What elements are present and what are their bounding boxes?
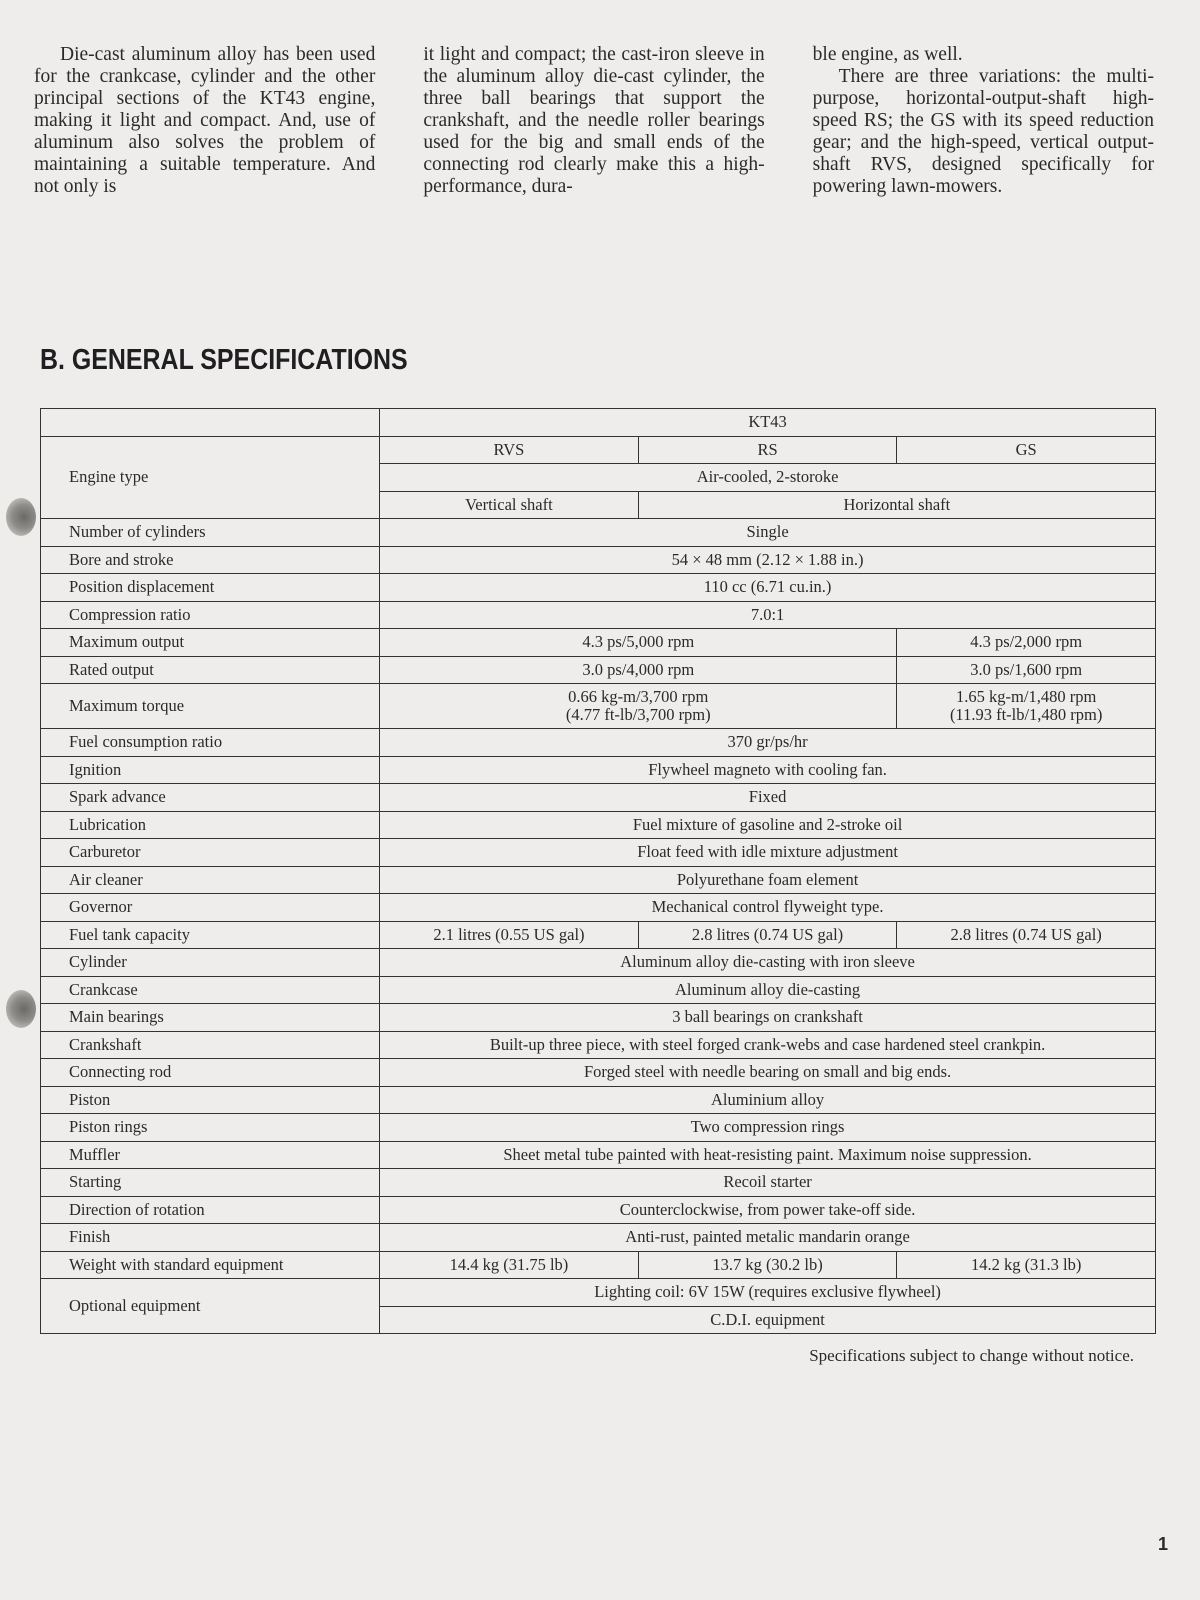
table-row xyxy=(41,519,1156,547)
row-label: Rated output xyxy=(41,656,380,684)
row-value-gs: 3.0 ps/1,600 rpm xyxy=(897,656,1156,684)
table-row xyxy=(41,1141,1156,1169)
table-row xyxy=(41,839,1156,867)
torque-a1: 0.66 kg-m/3,700 rpm xyxy=(568,687,709,706)
table-row xyxy=(41,1031,1156,1059)
horizontal-shaft-cell: Horizontal shaft xyxy=(638,491,1155,519)
vertical-shaft-cell: Vertical shaft xyxy=(380,491,639,519)
intro-col1-text: Die-cast aluminum alloy has been used for the crankcase, cylinder and the other principal sections of the KT43 engine, making it light and compact. And, use of aluminum also solves the problem of maintaining a suitable temperature. And not only is xyxy=(34,44,376,197)
table-row xyxy=(41,629,1156,657)
table-row xyxy=(41,1086,1156,1114)
binder-hole-top xyxy=(6,498,36,536)
binder-hole-bottom xyxy=(6,990,36,1028)
intro-column-1 xyxy=(34,44,375,198)
intro-col3a-text: ble engine, as well. xyxy=(812,44,963,65)
row-label: Crankcase xyxy=(41,976,380,1004)
row-label: Spark advance xyxy=(41,784,380,812)
row-label: Cylinder xyxy=(41,949,380,977)
table-row xyxy=(41,976,1156,1004)
row-value-rvs: 2.1 litres (0.55 US gal) xyxy=(380,921,639,949)
header-empty-cell xyxy=(41,409,380,437)
row-label: Air cleaner xyxy=(41,866,380,894)
table-row xyxy=(41,574,1156,602)
model-header: KT43 xyxy=(380,409,1156,437)
table-row xyxy=(41,729,1156,757)
row-value: Polyurethane foam element xyxy=(380,866,1156,894)
table-row xyxy=(41,1224,1156,1252)
variant-gs: GS xyxy=(897,436,1156,464)
variant-rs: RS xyxy=(638,436,897,464)
row-value: Flywheel magneto with cooling fan. xyxy=(380,756,1156,784)
row-value-rvs-rs: 3.0 ps/4,000 rpm xyxy=(380,656,897,684)
row-value: 110 cc (6.71 cu.in.) xyxy=(380,574,1156,602)
table-row xyxy=(41,1059,1156,1087)
row-value: Recoil starter xyxy=(380,1169,1156,1197)
row-label: Lubrication xyxy=(41,811,380,839)
row-value-rvs-rs: 4.3 ps/5,000 rpm xyxy=(380,629,897,657)
table-row xyxy=(41,601,1156,629)
section-title: B. GENERAL SPECIFICATIONS xyxy=(40,344,408,376)
row-label: Fuel tank capacity xyxy=(41,921,380,949)
row-value: Built-up three piece, with steel forged crank-webs and case hardened steel crankpin. xyxy=(380,1031,1156,1059)
torque-b2: (11.93 ft-lb/1,480 rpm) xyxy=(949,705,1103,724)
row-label: Weight with standard equipment xyxy=(41,1251,380,1279)
table-row xyxy=(41,1004,1156,1032)
row-value: Float feed with idle mixture adjustment xyxy=(380,839,1156,867)
row-label: Connecting rod xyxy=(41,1059,380,1087)
row-label: Finish xyxy=(41,1224,380,1252)
intro-column-3 xyxy=(813,44,1154,198)
table-row xyxy=(41,866,1156,894)
page-number: 1 xyxy=(1157,1534,1168,1554)
row-label: Piston xyxy=(41,1086,380,1114)
row-value: Anti-rust, painted metalic mandarin orange xyxy=(380,1224,1156,1252)
table-row xyxy=(41,546,1156,574)
intro-col2-text: it light and compact; the cast-iron sleeve in the aluminum alloy die-cast cylinder, the three ball bearings that support the crankshaft, and the needle roller bearings used for the big and small ends of the connecting rod clearly make this a high-performance, dura- xyxy=(423,44,765,197)
torque-a2: (4.77 ft-lb/3,700 rpm) xyxy=(565,705,711,724)
row-value: C.D.I. equipment xyxy=(380,1306,1156,1334)
row-label: Maximum output xyxy=(41,629,380,657)
table-row xyxy=(41,1251,1156,1279)
table-row xyxy=(41,949,1156,977)
row-label: Ignition xyxy=(41,756,380,784)
row-value: Aluminium alloy xyxy=(380,1086,1156,1114)
row-label: Position displacement xyxy=(41,574,380,602)
row-value: Aluminum alloy die-casting xyxy=(380,976,1156,1004)
row-value: Mechanical control flyweight type. xyxy=(380,894,1156,922)
row-value-gs: 14.2 kg (31.3 lb) xyxy=(897,1251,1156,1279)
table-row xyxy=(41,1114,1156,1142)
row-value-rvs-rs xyxy=(380,684,897,729)
table-row xyxy=(41,756,1156,784)
row-label: Governor xyxy=(41,894,380,922)
table-row xyxy=(41,894,1156,922)
row-value-rs: 2.8 litres (0.74 US gal) xyxy=(638,921,897,949)
row-value-rvs: 14.4 kg (31.75 lb) xyxy=(380,1251,639,1279)
row-label: Fuel consumption ratio xyxy=(41,729,380,757)
row-label: Main bearings xyxy=(41,1004,380,1032)
row-label: Bore and stroke xyxy=(41,546,380,574)
row-value: 7.0:1 xyxy=(380,601,1156,629)
table-row xyxy=(41,784,1156,812)
row-value: Two compression rings xyxy=(380,1114,1156,1142)
row-label: Carburetor xyxy=(41,839,380,867)
row-label: Direction of rotation xyxy=(41,1196,380,1224)
intro-text xyxy=(34,44,1154,198)
row-label: Piston rings xyxy=(41,1114,380,1142)
row-value: Single xyxy=(380,519,1156,547)
row-value: Forged steel with needle bearing on small and big ends. xyxy=(380,1059,1156,1087)
row-value: 54 × 48 mm (2.12 × 1.88 in.) xyxy=(380,546,1156,574)
row-label: Crankshaft xyxy=(41,1031,380,1059)
table-row xyxy=(41,409,1156,437)
row-value: 370 gr/ps/hr xyxy=(380,729,1156,757)
row-value: Fixed xyxy=(380,784,1156,812)
row-label: Optional equipment xyxy=(41,1279,380,1334)
row-value: Sheet metal tube painted with heat-resisting paint. Maximum noise suppression. xyxy=(380,1141,1156,1169)
row-value: Lighting coil: 6V 15W (requires exclusive flywheel) xyxy=(380,1279,1156,1307)
row-value: 3 ball bearings on crankshaft xyxy=(380,1004,1156,1032)
row-label: Starting xyxy=(41,1169,380,1197)
engine-type-label: Engine type xyxy=(41,436,380,519)
row-label: Muffler xyxy=(41,1141,380,1169)
table-row xyxy=(41,436,1156,464)
table-row xyxy=(41,1196,1156,1224)
table-row xyxy=(41,1279,1156,1307)
row-label: Number of cylinders xyxy=(41,519,380,547)
row-value: Fuel mixture of gasoline and 2-stroke oil xyxy=(380,811,1156,839)
intro-col3b-text: There are three variations: the multi-purpose, horizontal-output-shaft high-speed RS; the GS with its speed reduction gear; and the high-speed, vertical output-shaft RVS, designed specifically for powering lawn-mowers. xyxy=(812,66,1154,197)
table-row xyxy=(41,1169,1156,1197)
variant-rvs: RVS xyxy=(380,436,639,464)
table-row xyxy=(41,656,1156,684)
footnote: Specifications subject to change without notice. xyxy=(809,1346,1134,1365)
table-row xyxy=(41,921,1156,949)
row-value-rs: 13.7 kg (30.2 lb) xyxy=(638,1251,897,1279)
row-value-gs xyxy=(897,684,1156,729)
row-label: Compression ratio xyxy=(41,601,380,629)
torque-b1: 1.65 kg-m/1,480 rpm xyxy=(956,687,1097,706)
intro-column-2 xyxy=(423,44,764,198)
row-value: Aluminum alloy die-casting with iron sleeve xyxy=(380,949,1156,977)
row-value: Counterclockwise, from power take-off side. xyxy=(380,1196,1156,1224)
row-label: Maximum torque xyxy=(41,684,380,729)
row-value-gs: 2.8 litres (0.74 US gal) xyxy=(897,921,1156,949)
engine-type-value: Air-cooled, 2-storoke xyxy=(380,464,1156,492)
table-row xyxy=(41,684,1156,729)
specifications-table xyxy=(40,408,1156,1334)
table-row xyxy=(41,811,1156,839)
row-value-gs: 4.3 ps/2,000 rpm xyxy=(897,629,1156,657)
